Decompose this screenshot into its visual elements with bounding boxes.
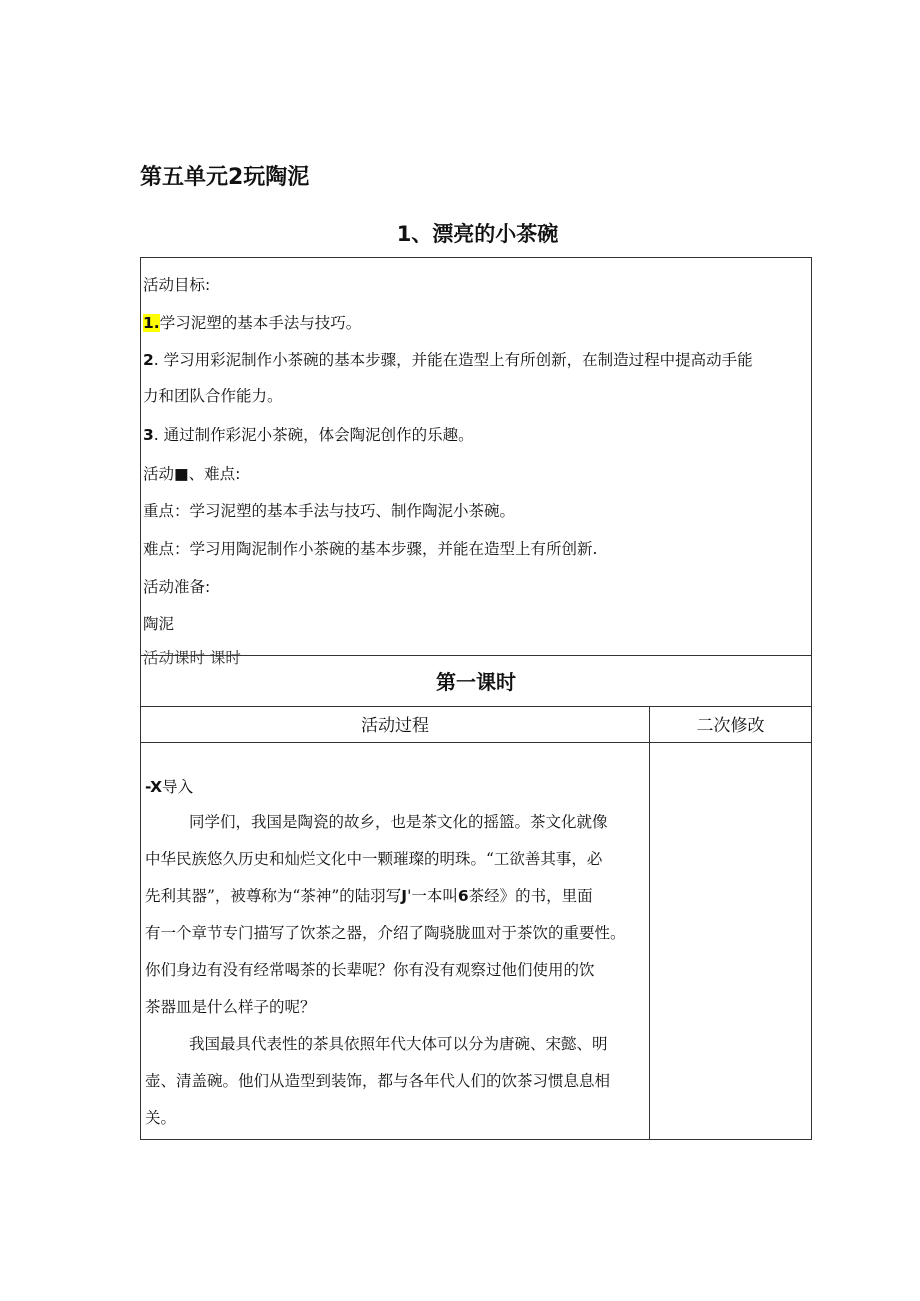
paragraph-1-line-3b: '一本叫 bbox=[407, 887, 458, 905]
paragraph-1-line-2: 中华民族悠久历史和灿烂文化中一颗璀璨的明珠。“工欲善其事，必 bbox=[145, 850, 603, 868]
section-marker: -X bbox=[145, 778, 163, 796]
objective-2-continued: 力和团队合作能力。 bbox=[143, 387, 283, 405]
objective-3-number: 3 bbox=[143, 426, 154, 444]
paragraph-1-line-5: 你们身边有没有经常喝茶的长辈呢？你有没有观察过他们使用的饮 bbox=[145, 961, 595, 979]
key-point: 重点：学习泥塑的基本手法与技巧、制作陶泥小茶碗。 bbox=[143, 502, 516, 520]
paragraph-2-line-2: 壶、清盖碗。他们从造型到装饰，都与各年代人们的饮茶习惯息息相 bbox=[145, 1072, 611, 1090]
objective-1 bbox=[143, 311, 361, 333]
objective-2-number: 2 bbox=[143, 351, 154, 369]
garbled-char-j: J bbox=[401, 887, 408, 905]
objective-1-text: 学习泥塑的基本手法与技巧。 bbox=[159, 314, 362, 332]
lesson-table bbox=[140, 655, 812, 1140]
unit-title: 第五单元2玩陶泥 bbox=[140, 165, 310, 190]
objective-3 bbox=[143, 423, 474, 445]
key-points-heading: 活动■、难点: bbox=[143, 465, 241, 483]
paragraph-1-line-6: 茶器皿是什么样子的呢？ bbox=[145, 998, 316, 1016]
paragraph-1-line-3 bbox=[145, 884, 593, 906]
column-header-row bbox=[141, 706, 811, 743]
objective-2 bbox=[143, 348, 753, 370]
lesson-title: 1、漂亮的小茶碗 bbox=[396, 222, 559, 246]
paragraph-1-line-4: 有一个章节专门描写了饮茶之器，介绍了陶骁胧皿对于茶饮的重要性。 bbox=[145, 924, 626, 942]
preparation-material: 陶泥 bbox=[143, 615, 175, 633]
objective-2-text: . 学习用彩泥制作小茶碗的基本步骤，并能在造型上有所创新，在制造过程中提高动手能 bbox=[153, 351, 753, 369]
column-header-revision: 二次修改 bbox=[696, 716, 765, 736]
garbled-char-6: 6 bbox=[457, 887, 469, 905]
process-cell bbox=[141, 743, 649, 1139]
preparation-heading: 活动准备: bbox=[143, 578, 211, 596]
paragraph-2-line-1: 我国最具代表性的茶具依照年代大体可以分为唐碗、宋懿、明 bbox=[189, 1035, 608, 1053]
column-header-process: 活动过程 bbox=[361, 716, 429, 736]
objectives-box bbox=[140, 257, 812, 667]
paragraph-2-line-3: 关。 bbox=[145, 1109, 177, 1127]
objectives-heading: 活动目标: bbox=[143, 276, 211, 294]
section-label: 导入 bbox=[162, 778, 194, 796]
difficult-point: 难点：学习用陶泥制作小茶碗的基本步骤，并能在造型上有所创新. bbox=[143, 540, 598, 558]
session-title: 第一课时 bbox=[141, 656, 811, 707]
objective-1-number: 1. bbox=[143, 314, 160, 332]
paragraph-1-line-1: 同学们，我国是陶瓷的故乡，也是茶文化的摇篮。茶文化就像 bbox=[189, 813, 608, 831]
section-heading bbox=[145, 775, 193, 797]
paragraph-1-line-3a: 先利其器”，被尊称为“茶神”的陆羽写 bbox=[145, 887, 402, 905]
revision-cell bbox=[650, 743, 811, 1139]
paragraph-1-line-3c: 茶经》的书，里面 bbox=[468, 887, 593, 905]
objective-3-text: . 通过制作彩泥小茶碗，体会陶泥创作的乐趣。 bbox=[153, 426, 474, 444]
cut-off-line: 活动课时 课时 bbox=[143, 649, 241, 667]
